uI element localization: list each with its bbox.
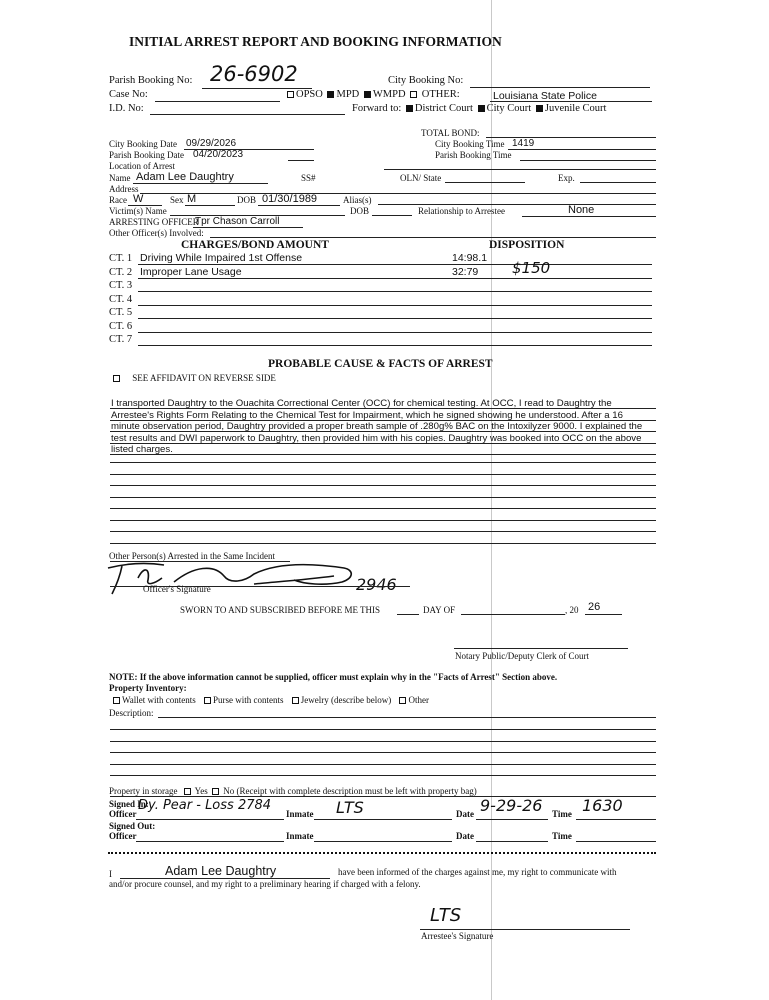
- officer-signature-label: Officer's Signature: [143, 584, 211, 594]
- ack-text-1: have been informed of the charges against me, my right to communicate with: [338, 867, 617, 877]
- signed-in-date-label: Date: [456, 809, 474, 819]
- parish-booking-label: Parish Booking No:: [109, 75, 193, 86]
- affidavit-option: [111, 374, 276, 383]
- charge-bond: $150: [512, 258, 551, 277]
- ss-label: SS#: [301, 173, 316, 183]
- charge-label: CT. 5: [109, 307, 133, 318]
- wallet-checkbox[interactable]: [113, 697, 120, 704]
- separator-line: [108, 852, 656, 857]
- signed-in-time-value: 1630: [582, 796, 623, 815]
- agency-checkbox-other[interactable]: [410, 91, 417, 98]
- other-checkbox[interactable]: [399, 697, 406, 704]
- arresting-officer-name: Tpr Chason Carroll: [195, 216, 280, 227]
- probable-cause-line: Arrestee's Rights Form Relating to the Chemical Test for Impairment, which he signed showing he understood. After a 16: [111, 409, 623, 421]
- race-value: W: [133, 193, 144, 205]
- jewelry-checkbox[interactable]: [292, 697, 299, 704]
- other-officers-label: Other Officer(s) Involved:: [109, 228, 204, 238]
- probable-cause-line: listed charges.: [111, 444, 173, 455]
- city-court-checkbox[interactable]: [478, 105, 485, 112]
- city-booking-time-label: City Booking Time: [435, 139, 505, 149]
- charge-label: CT. 4: [109, 293, 133, 305]
- forward-to: Forward to: District Court City Court Juvenile Court: [352, 103, 607, 114]
- probable-cause-line: test results and DWI paperwork to Daughtry, then provided him with his copies. Daughtry was booked into OCC on the above: [111, 432, 642, 444]
- probable-cause-line: I transported Daughtry to the Ouachita Correctional Center (OCC) for chemical testing. At OCC, I read to Daughtry the: [111, 398, 612, 409]
- address-label: Address: [109, 184, 139, 194]
- storage-no-checkbox[interactable]: [212, 788, 219, 795]
- storage-row: Property in storage Yes No (Receipt with complete description must be left with property bag): [109, 786, 477, 796]
- relationship-value: None: [568, 204, 595, 216]
- signed-out-date-label: Date: [456, 831, 474, 841]
- day-of-label: DAY OF: [423, 605, 456, 615]
- affidavit-label: SEE AFFIDAVIT ON REVERSE SIDE: [132, 373, 276, 383]
- signed-out-time-label: Time: [552, 831, 572, 841]
- ack-name: Adam Lee Daughtry: [165, 864, 277, 878]
- description-label: Description:: [109, 708, 154, 718]
- signed-in-officer-label: Officer: [109, 809, 137, 819]
- signed-in-time-label: Time: [552, 809, 572, 819]
- arrestee-signature: LTS: [430, 905, 462, 926]
- parish-booking-time-label: Parish Booking Time: [435, 150, 512, 160]
- agency-checkbox-opso[interactable]: [287, 91, 294, 98]
- signature-number: 2946: [356, 575, 397, 594]
- charge-label: CT. 3: [109, 280, 133, 291]
- arrestee-name: Adam Lee Daughtry: [136, 171, 234, 183]
- charge-statute: 14:98.1: [452, 252, 488, 264]
- probable-cause-heading: PROBABLE CAUSE & FACTS OF ARREST: [268, 358, 493, 370]
- signed-in-inmate-value: LTS: [336, 798, 364, 817]
- parish-booking-date-label: Parish Booking Date: [109, 150, 184, 160]
- inventory-label: Property Inventory:: [109, 683, 187, 693]
- agency-checkbox-wmpd[interactable]: [364, 91, 371, 98]
- affidavit-checkbox[interactable]: [113, 375, 120, 382]
- charges-heading: CHARGES/BOND AMOUNT: [181, 239, 329, 251]
- parish-booking-number: 26-6902: [210, 62, 298, 86]
- charge-label: CT. 6: [109, 320, 133, 332]
- signed-in-officer-value: Dy. Pear - Loss 2784: [138, 798, 272, 813]
- signed-out-label: Signed Out:: [109, 821, 156, 831]
- charge-label: CT. 2: [109, 266, 133, 278]
- charge-description: Improper Lane Usage: [140, 265, 242, 278]
- sworn-text: SWORN TO AND SUBSCRIBED BEFORE ME THIS: [180, 605, 381, 615]
- exp-label: Exp.: [558, 173, 575, 183]
- purse-checkbox[interactable]: [204, 697, 211, 704]
- arrestee-signature-label: Arrestee's Signature: [421, 931, 494, 941]
- signed-in-date-value: 9-29-26: [480, 796, 543, 815]
- page-title: INITIAL ARREST REPORT AND BOOKING INFORMATION: [129, 34, 502, 49]
- charge-description: Driving While Impaired 1st Offense: [140, 252, 303, 264]
- probable-cause-line: minute observation period, Daughtry provided a proper breath sample of .280g% BAC on the Intoxilyzer 9000. I explained the: [111, 421, 643, 432]
- parish-booking-date: 04/20/2023: [193, 149, 244, 160]
- signed-out-officer-label: Officer: [109, 831, 137, 841]
- year-prefix: , 20: [565, 605, 579, 615]
- ack-prefix: I: [109, 869, 112, 879]
- id-label: I.D. No:: [109, 103, 144, 114]
- sex-label: Sex: [170, 195, 184, 205]
- ack-text-2: and/or procure counsel, and my right to a preliminary hearing if charged with a felony.: [109, 879, 421, 889]
- victim-label: Victim(s) Name: [109, 206, 167, 216]
- case-label: Case No:: [109, 89, 148, 100]
- dob-label: DOB: [237, 195, 257, 205]
- oln-label: OLN/ State: [400, 173, 442, 183]
- relationship-label: Relationship to Arrestee: [418, 206, 505, 216]
- agency-options: OPSO MPD WMPD OTHER:: [285, 90, 460, 101]
- alias-label: Alias(s): [343, 195, 372, 205]
- city-booking-date-label: City Booking Date: [109, 139, 177, 149]
- city-booking-time: 1419: [512, 138, 535, 149]
- arresting-officer-label: ARRESTING OFFICER: [109, 217, 199, 227]
- note-text: NOTE: If the above information cannot be supplied, officer must explain why in the "Facts of Arrest" Section above.: [109, 672, 558, 682]
- disposition-heading: DISPOSITION: [489, 239, 565, 251]
- sex-value: M: [187, 193, 197, 205]
- dob-value: 01/30/1989: [262, 193, 318, 205]
- race-label: Race: [109, 195, 127, 205]
- other-agency-value: Louisiana State Police: [493, 90, 597, 102]
- victim-dob-label: DOB: [350, 206, 370, 216]
- charge-statute: 32:79: [452, 265, 479, 278]
- city-booking-date: 09/29/2026: [186, 138, 237, 149]
- other-persons-label: Other Person(s) Arrested in the Same Incident: [109, 551, 275, 561]
- storage-yes-checkbox[interactable]: [184, 788, 191, 795]
- district-court-checkbox[interactable]: [406, 105, 413, 112]
- juvenile-court-checkbox[interactable]: [536, 105, 543, 112]
- sworn-year: 26: [588, 601, 601, 613]
- name-label: Name: [109, 173, 131, 183]
- charge-label: CT. 1: [109, 253, 133, 264]
- inventory-options: Wallet with contents Purse with contents Jewelry (describe below) Other: [111, 696, 429, 705]
- charge-label: CT. 7: [109, 334, 133, 345]
- agency-checkbox-mpd[interactable]: [327, 91, 334, 98]
- signed-in-inmate-label: Inmate: [286, 809, 314, 819]
- signed-in-label: Signed In:: [109, 799, 149, 809]
- total-bond-label: TOTAL BOND:: [421, 128, 480, 138]
- city-booking-label: City Booking No:: [388, 75, 464, 86]
- notary-label: Notary Public/Deputy Clerk of Court: [455, 651, 589, 661]
- signed-out-inmate-label: Inmate: [286, 831, 314, 841]
- location-label: Location of Arrest: [109, 161, 175, 171]
